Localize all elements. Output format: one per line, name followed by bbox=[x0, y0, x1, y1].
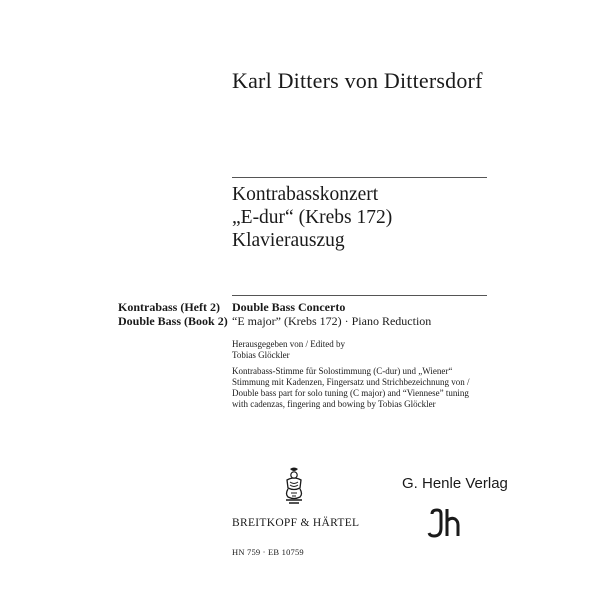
title-top-rule bbox=[232, 177, 487, 178]
description-line: Kontrabass-Stimme für Solostimmung (C-dur) und „Wiener“ bbox=[232, 366, 453, 376]
catalog-number: HN 759 · EB 10759 bbox=[232, 547, 304, 557]
henle-publisher-name: G. Henle Verlag bbox=[402, 475, 508, 492]
breitkopf-emblem-icon bbox=[282, 466, 306, 504]
breitkopf-publisher-name: BREITKOPF & HÄRTEL bbox=[232, 517, 360, 529]
german-title-block bbox=[232, 183, 392, 252]
english-title-line-2: “E major” (Krebs 172) · Piano Reduction bbox=[232, 314, 432, 328]
title-line-3: Klavierauszug bbox=[232, 230, 345, 251]
description-line: with cadenzas, fingering and bowing by Tobias Glöckler bbox=[232, 399, 436, 409]
title-line-2: „E-dur“ (Krebs 172) bbox=[232, 207, 393, 228]
editor-line-1: Herausgegeben von / Edited by bbox=[232, 339, 345, 349]
title-line-1: Kontrabasskonzert bbox=[232, 184, 379, 205]
description-line: Double bass part for solo tuning (C major) and “Viennese” tuning bbox=[232, 388, 469, 398]
instrument-label-de: Kontrabass (Heft 2) bbox=[118, 300, 220, 314]
english-title-line-1: Double Bass Concerto bbox=[232, 300, 346, 314]
english-title-block bbox=[232, 300, 431, 328]
instrument-label bbox=[118, 300, 228, 328]
composer-name: Karl Ditters von Dittersdorf bbox=[232, 68, 483, 93]
edition-description bbox=[232, 366, 469, 410]
title-bottom-rule bbox=[232, 295, 487, 296]
description-line: Stimmung mit Kadenzen, Fingersatz und Strichbezeichnung von / bbox=[232, 377, 470, 387]
henle-monogram-icon bbox=[427, 508, 461, 538]
editor-line-2: Tobias Glöckler bbox=[232, 350, 290, 360]
instrument-label-en: Double Bass (Book 2) bbox=[118, 314, 228, 328]
editor-credit bbox=[232, 339, 345, 361]
